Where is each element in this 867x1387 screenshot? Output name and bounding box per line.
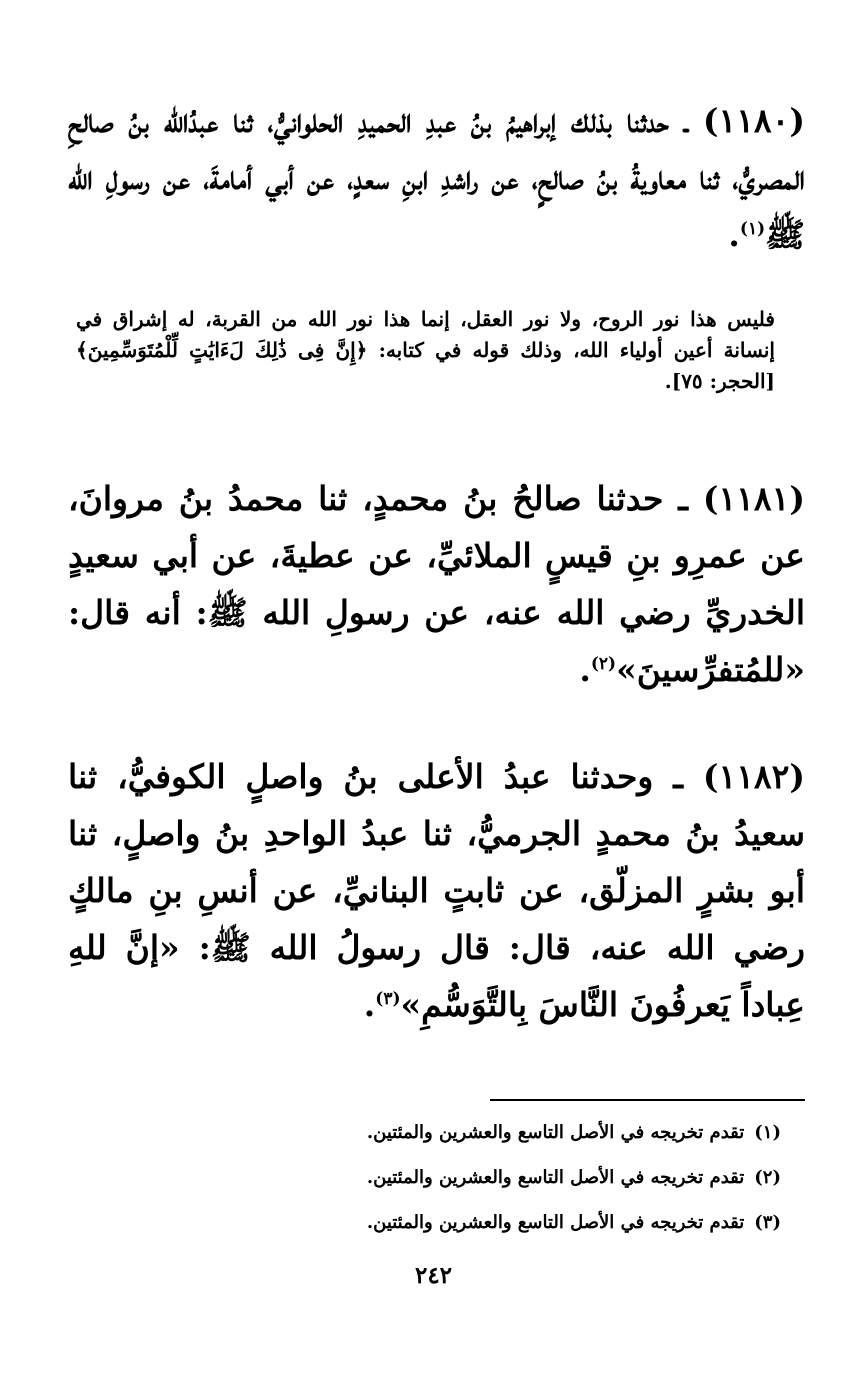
commentary-paragraph [76,304,775,397]
footnote-ref[interactable]: (٣) [375,989,401,1009]
footnote-1 [367,1122,781,1144]
footnote-text: تقدم تخريجه في الأصل التاسع والعشرين والمئتين. [366,1212,745,1233]
hadith-number: (١١٨١) [702,479,805,518]
dash: ـ [668,101,703,140]
footnote-separator [490,1099,805,1101]
hadith-text: حدثنا صالحُ بنُ محمدٍ، ثنا محمدُ بنُ مروانَ، عن عمرِو بنِ قيسٍ الملائيِّ، عن عطيةَ، عن أبي سعيدٍ الخدريِّ رضي الله عنه، عن رسولِ الله ﷺ: أنه قال: «للمُتفرِّسينَ» [68,479,805,689]
footnote-text: تقدم تخريجه في الأصل التاسع والعشرين والمئتين. [366,1167,745,1188]
hadith-end: . [728,215,740,254]
footnote-3 [367,1212,781,1234]
hadith-number: (١١٨٢) [702,757,805,796]
footnote-2 [367,1167,781,1189]
hadith-end: . [579,650,591,689]
dash: ـ [663,479,703,518]
footnote-ref[interactable]: (٢) [590,654,617,674]
footnote-text: تقدم تخريجه في الأصل التاسع والعشرين والمئتين. [366,1122,745,1143]
quran-reference: [الحجر: ٧٥]. [664,369,775,393]
footnote-number: (٢) [754,1167,781,1188]
commentary-text: فليس هذا نور الروح، ولا نور العقل، إنما هذا نور الله من القربة، له إشراق في إنسانة أعين أولياء الله، وذلك قوله في كتابه: ﴿إِنَّ فِى ذَٰلِكَ لَءَايَٰتٍ لِّلْمُتَوَسِّمِينَ﴾ [76,307,775,362]
hadith-1180 [68,92,805,263]
hadith-1181 [68,470,805,698]
hadith-text: وحدثنا عبدُ الأعلى بنُ واصلٍ الكوفيُّ، ثنا سعيدُ بنُ محمدٍ الجرميُّ، ثنا عبدُ الواحدِ بنُ واصلٍ، ثنا أبو بشرٍ المزلّق، عن ثابتٍ البنانيِّ، عن أنسِ بنِ مالكٍ رضي الله عنه، قال: قال رسولُ الله ﷺ: «إنَّ للهِ عِباداً يَعرفُونَ النَّاسَ بِالتَّوَسُّمِ» [68,757,805,1024]
page-number: ٢٤٢ [414,1262,453,1289]
footnote-number: (٣) [754,1212,781,1233]
hadith-end: . [363,985,376,1024]
footnote-number: (١) [754,1122,781,1143]
footnote-ref[interactable]: (١) [739,219,766,239]
dash: ـ [653,757,703,796]
hadith-text: حدثنا بذلك إبراهيمُ بنُ عبدِ الحميدِ الحلوانيُّ، ثنا عبدُالله بنُ صالحِ المصريُّ، ثنا معاويةُ بنُ صالحٍ، عن راشدِ ابنِ سعدٍ، عن أبي أمامةَ، عن رسولِ الله ﷺ [68,101,805,254]
hadith-number: (١١٨٠) [702,101,805,140]
hadith-1182 [68,748,805,1033]
